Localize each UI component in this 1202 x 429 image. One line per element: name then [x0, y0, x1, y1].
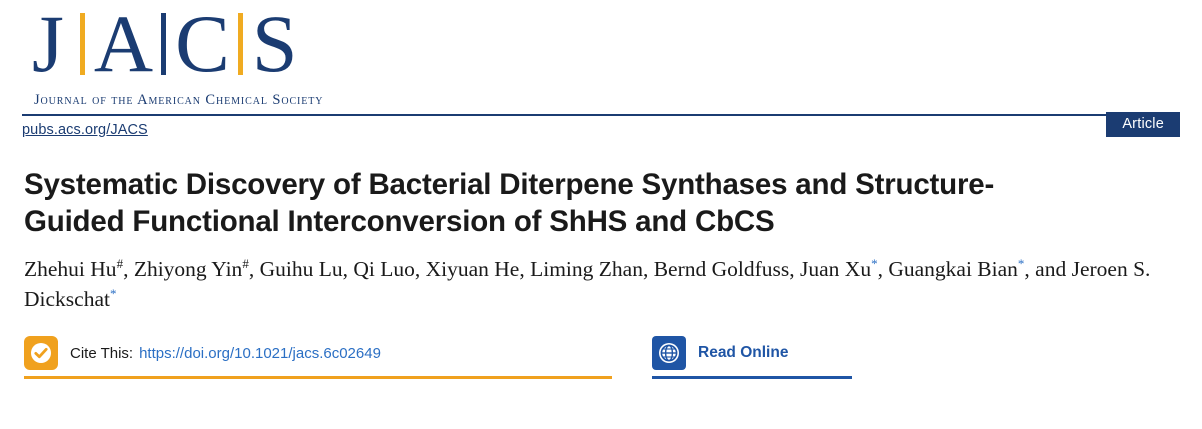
author-separator: , [789, 257, 801, 281]
author-separator: , [642, 257, 654, 281]
society-name: Journal of the American Chemical Society [34, 92, 324, 108]
jacs-logo [32, 2, 296, 88]
globe-icon [652, 336, 686, 370]
logo-letter-j: J [32, 0, 63, 89]
author-separator: , [877, 257, 889, 281]
header-meta-row [22, 116, 1180, 144]
cite-this-block[interactable] [24, 334, 381, 372]
author-name: Liming Zhan [530, 257, 643, 281]
logo-divider-2 [161, 13, 166, 75]
cite-underline [24, 376, 612, 379]
author-name: Guangkai Bian [888, 257, 1018, 281]
author-equal-contrib-marker: # [116, 255, 124, 271]
author-separator: , [414, 257, 426, 281]
check-circle-icon [24, 336, 58, 370]
read-online-block[interactable] [652, 334, 788, 372]
read-online-label: Read Online [698, 344, 789, 361]
author-name: Xiyuan He [425, 257, 520, 281]
logo-divider-3 [238, 13, 243, 75]
article-type-badge: Article [1106, 112, 1180, 137]
read-online-underline [652, 376, 852, 379]
cite-doi-link[interactable]: https://doi.org/10.1021/jacs.6c02649 [139, 344, 381, 362]
page-title: Systematic Discovery of Bacterial Diterpene Synthases and Structure-Guided Functional Interconversion of ShHS and CbCS [24, 168, 995, 238]
logo-letter-a: A [93, 0, 153, 89]
author-equal-contrib-marker: # [242, 255, 249, 271]
author-name: Zhiyong Yin [133, 257, 243, 281]
author-separator: , [519, 257, 531, 281]
author-corresponding-marker: * [109, 285, 117, 301]
author-name: Qi Luo [353, 257, 415, 281]
journal-masthead [22, 0, 1180, 112]
cite-this-label: Cite This: [70, 344, 134, 362]
author-separator: , and [1024, 257, 1072, 281]
badges-row [22, 334, 1180, 380]
author-name: Jeroen S. Dickschat [24, 257, 1151, 311]
author-corresponding-marker: * [871, 255, 878, 271]
author-separator: , [123, 257, 134, 281]
logo-letter-s: S [251, 0, 297, 89]
author-name: Zhehui Hu [24, 257, 117, 281]
logo-divider-1 [80, 13, 85, 75]
author-name: Guihu Lu [259, 257, 343, 281]
journal-url-link[interactable]: pubs.acs.org/JACS [22, 122, 148, 138]
author-separator: , [248, 257, 260, 281]
author-name: Bernd Goldfuss [653, 257, 790, 281]
logo-letter-c: C [175, 0, 229, 89]
author-name: Juan Xu [800, 257, 872, 281]
author-corresponding-marker: * [1017, 255, 1025, 271]
author-list [24, 254, 1180, 314]
author-separator: , [342, 257, 354, 281]
